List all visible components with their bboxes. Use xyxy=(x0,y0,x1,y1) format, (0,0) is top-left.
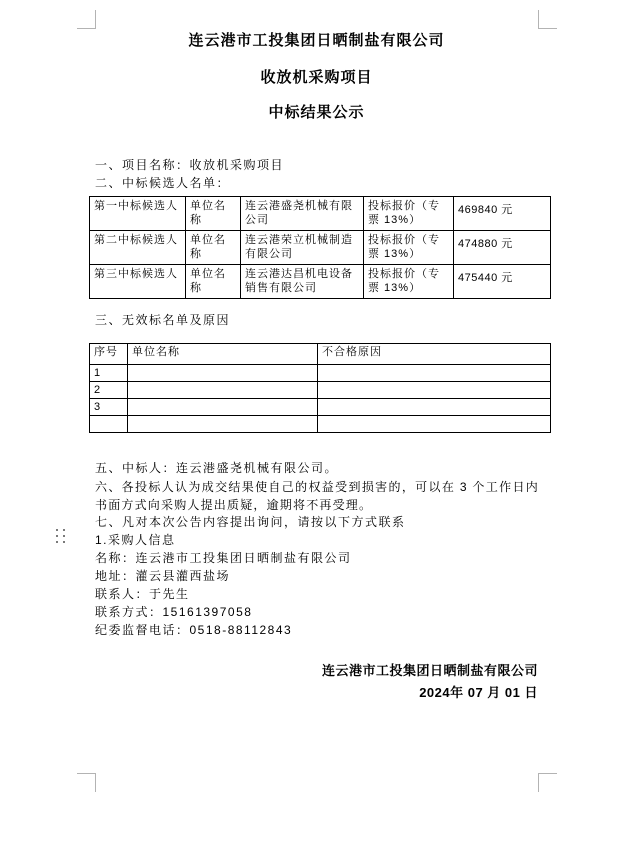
bid-price: 469840 元 xyxy=(454,197,551,231)
signature-company: 连云港市工投集团日晒制盐有限公司 xyxy=(321,663,538,678)
seq-cell: 1 xyxy=(90,365,128,382)
margin-crop-mark-top-right xyxy=(538,10,557,29)
candidate-company: 连云港荣立机械制造有限公司 xyxy=(241,231,364,265)
section-contact-intro: 七、凡对本次公告内容提出询问，请按以下方式联系 xyxy=(95,515,406,529)
reason-cell xyxy=(318,416,551,433)
section-candidates-heading: 二、中标候选人名单： xyxy=(95,176,231,190)
invalid-bids-table xyxy=(89,343,551,433)
reason-cell xyxy=(318,365,551,382)
buyer-contact-person: 联系人：于先生 xyxy=(95,587,190,601)
unit-name-label: 单位名称 xyxy=(186,231,241,265)
doc-title: 中标结果公示 xyxy=(268,104,365,121)
unit-cell xyxy=(128,365,318,382)
unit-cell xyxy=(128,416,318,433)
candidates-table xyxy=(89,196,551,299)
col-header-reason: 不合格原因 xyxy=(318,344,551,365)
unit-name-label: 单位名称 xyxy=(186,265,241,299)
margin-crop-mark-top-left xyxy=(77,10,96,29)
candidate-rank: 第一中标候选人 xyxy=(90,197,186,231)
signature-date: 2024年 07 月 01 日 xyxy=(419,685,538,700)
seq-cell: 3 xyxy=(90,399,128,416)
bid-price: 474880 元 xyxy=(454,231,551,265)
table-row xyxy=(90,197,551,231)
table-row xyxy=(90,382,551,399)
table-row xyxy=(90,231,551,265)
margin-crop-mark-bottom-left xyxy=(77,773,96,792)
supervision-phone: 纪委监督电话：0518-88112843 xyxy=(95,623,293,637)
project-title: 收放机采购项目 xyxy=(260,69,373,86)
table-row xyxy=(90,399,551,416)
buyer-phone: 联系方式：15161397058 xyxy=(95,605,253,619)
col-header-seq: 序号 xyxy=(90,344,128,365)
price-label: 投标报价（专票 13%） xyxy=(364,197,454,231)
reason-cell xyxy=(318,399,551,416)
unit-cell xyxy=(128,382,318,399)
price-label: 投标报价（专票 13%） xyxy=(364,265,454,299)
candidate-rank: 第三中标候选人 xyxy=(90,265,186,299)
candidate-rank: 第二中标候选人 xyxy=(90,231,186,265)
seq-cell: 2 xyxy=(90,382,128,399)
bid-price: 475440 元 xyxy=(454,265,551,299)
col-header-unit: 单位名称 xyxy=(128,344,318,365)
company-title: 连云港市工投集团日晒制盐有限公司 xyxy=(188,32,445,49)
buyer-name: 名称：连云港市工投集团日晒制盐有限公司 xyxy=(95,551,352,565)
seq-cell xyxy=(90,416,128,433)
unit-name-label: 单位名称 xyxy=(186,197,241,231)
section-winner: 五、中标人：连云港盛尧机械有限公司。 xyxy=(95,461,339,475)
paragraph-marker-dots xyxy=(56,529,66,545)
table-row xyxy=(90,365,551,382)
table-row xyxy=(90,265,551,299)
reason-cell xyxy=(318,382,551,399)
price-label: 投标报价（专票 13%） xyxy=(364,231,454,265)
unit-cell xyxy=(128,399,318,416)
table-row xyxy=(90,416,551,433)
section-objection-notice: 六、各投标人认为成交结果使自己的权益受到损害的，可以在 3 个工作日内书面方式向采购人提出质疑，逾期将不再受理。 xyxy=(95,480,539,512)
buyer-address: 地址：灌云县灌西盐场 xyxy=(95,569,231,583)
section-project-name: 一、项目名称：收放机采购项目 xyxy=(95,158,285,172)
buyer-info-heading: 1.采购人信息 xyxy=(95,533,176,547)
table-header-row xyxy=(90,344,551,365)
candidate-company: 连云港达昌机电设备销售有限公司 xyxy=(241,265,364,299)
candidate-company: 连云港盛尧机械有限公司 xyxy=(241,197,364,231)
margin-crop-mark-bottom-right xyxy=(538,773,557,792)
section-invalid-bids-heading: 三、无效标名单及原因 xyxy=(95,313,231,327)
